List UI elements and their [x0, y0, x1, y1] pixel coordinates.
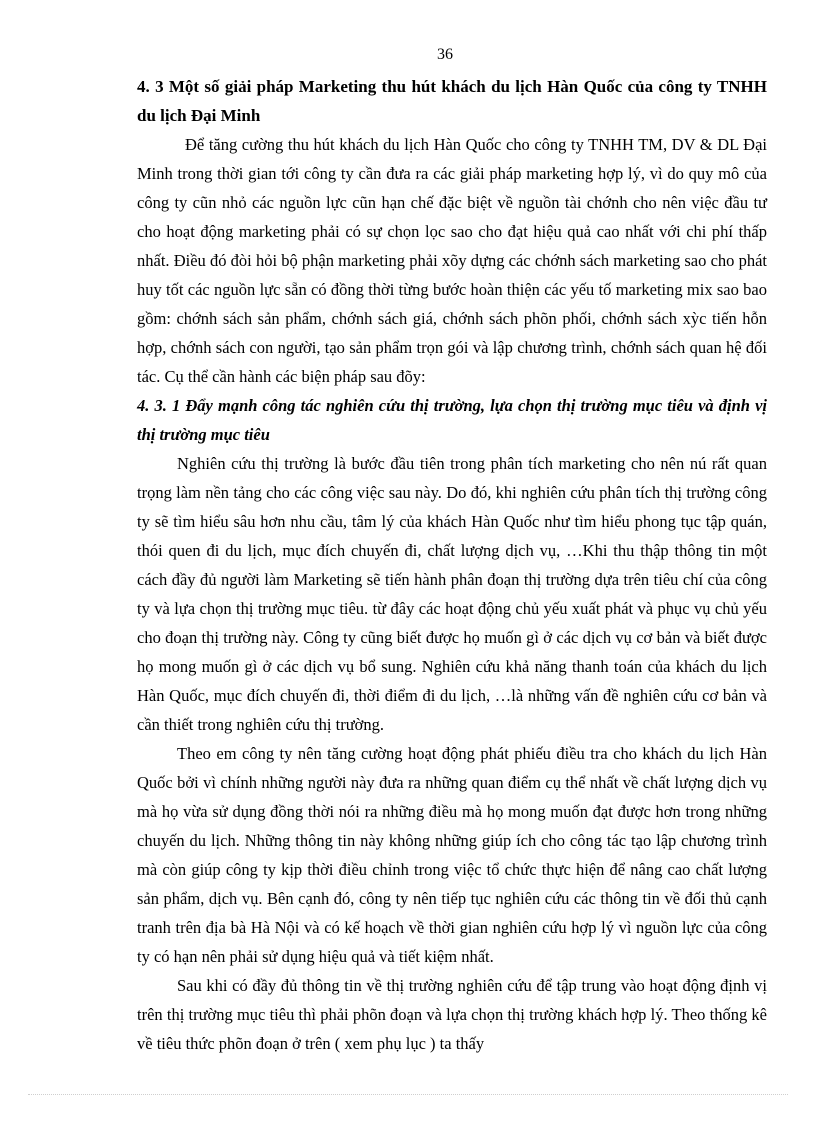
- section-heading: 4. 3 Một số giải pháp Marketing thu hút khách du lịch Hàn Quốc của công ty TNHH du lịch Đại Minh: [137, 77, 767, 125]
- subsection-heading: 4. 3. 1 Đẩy mạnh công tác nghiên cứu thị trường, lựa chọn thị trường mục tiêu và định vị thị trường mục tiêu: [137, 396, 767, 444]
- document-body: [137, 72, 767, 1058]
- body-paragraph: Nghiên cứu thị trường là bước đầu tiên trong phân tích marketing cho nên nú rất quan trọng làm nền tảng cho các công việc sau này. Do đó, khi nghiên cứu phân tích thị trường công ty sẽ tìm hiểu sâu hơn nhu cầu, tâm lý của khách Hàn Quốc như tìm hiểu phong tục tập quán, thói quen đi du lịch, mục đích chuyến đi, chất lượng dịch vụ, …Khi thu thập thông tin một cách đầy đủ người làm Marketing sẽ tiến hành phân đoạn thị trường dựa trên tiêu chí của công ty và lựa chọn thị trường mục tiêu. từ đây các hoạt động chủ yếu xuất phát và phục vụ chủ yếu cho đoạn thị trường này. Công ty cũng biết được họ muốn gì ở các dịch vụ cơ bản và biết được họ mong muốn gì ở các dịch vụ bổ sung. Nghiên cứu khả năng thanh toán của khách du lịch Hàn Quốc, mục đích chuyến đi, thời điểm đi du lịch, …là những vấn đề nghiên cứu cơ bản và cần thiết trong nghiên cứu thị trường.: [137, 454, 767, 734]
- body-paragraph: Theo em công ty nên tăng cường hoạt động phát phiếu điều tra cho khách du lịch Hàn Quốc bởi vì chính những người này đưa ra những quan điểm cụ thể nhất về chất lượng dịch vụ mà họ vừa sử dụng đồng thời nói ra những điều mà họ mong muốn đạt được hơn trong những chuyến du lịch. Những thông tin này không những giúp ích cho công tác tạo lập chương trình mà còn giúp công ty kịp thời điều chỉnh trong việc tổ chức thực hiện để nâng cao chất lượng sản phẩm, dịch vụ. Bên cạnh đó, công ty nên tiếp tục nghiên cứu các thông tin về đối thủ cạnh tranh trên địa bà Hà Nội và có kế hoạch về thời gian nghiên cứu hợp lý vì nguồn lực của công ty có hạn nên phải sử dụng hiệu quả và tiết kiệm nhất.: [137, 744, 767, 966]
- page-bottom-divider: [28, 1094, 788, 1095]
- page-number: 36: [437, 46, 453, 63]
- body-paragraph: Sau khi có đầy đủ thông tin về thị trường nghiên cứu để tập trung vào hoạt động định vị trên thị trường mục tiêu thì phải phõn đoạn và lựa chọn thị trường khách hợp lý. Theo thống kê về tiêu thức phõn đoạn ở trên ( xem phụ lục ) ta thấy: [137, 976, 767, 1053]
- section-intro-paragraph: Để tăng cường thu hút khách du lịch Hàn Quốc cho công ty TNHH TM, DV & DL Đại Minh trong thời gian tới công ty cần đưa ra các giải pháp marketing hợp lý, vì do quy mô của công ty cũn nhỏ các nguồn lực cũn hạn chế đặc biệt về nguồn tài chớnh cho nên việc đầu tư cho hoạt động marketing phải có sự chọn lọc sao cho đạt hiệu quả cao nhất với chi phí thấp nhất. Điều đó đòi hỏi bộ phận marketing phải xõy dựng các chớnh sách marketing sao cho phát huy tốt các nguồn lực sẵn có đồng thời từng bước hoàn thiện các yếu tố marketing mix sao bao gồm: chớnh sách sản phẩm, chớnh sách giá, chớnh sách phõn phối, chớnh sách xỳc tiến hỗn hợp, chớnh sách con người, tạo sản phẩm trọn gói và lập chương trình, chớnh sách quan hệ đối tác. Cụ thể cần hành các biện pháp sau đõy:: [137, 135, 767, 386]
